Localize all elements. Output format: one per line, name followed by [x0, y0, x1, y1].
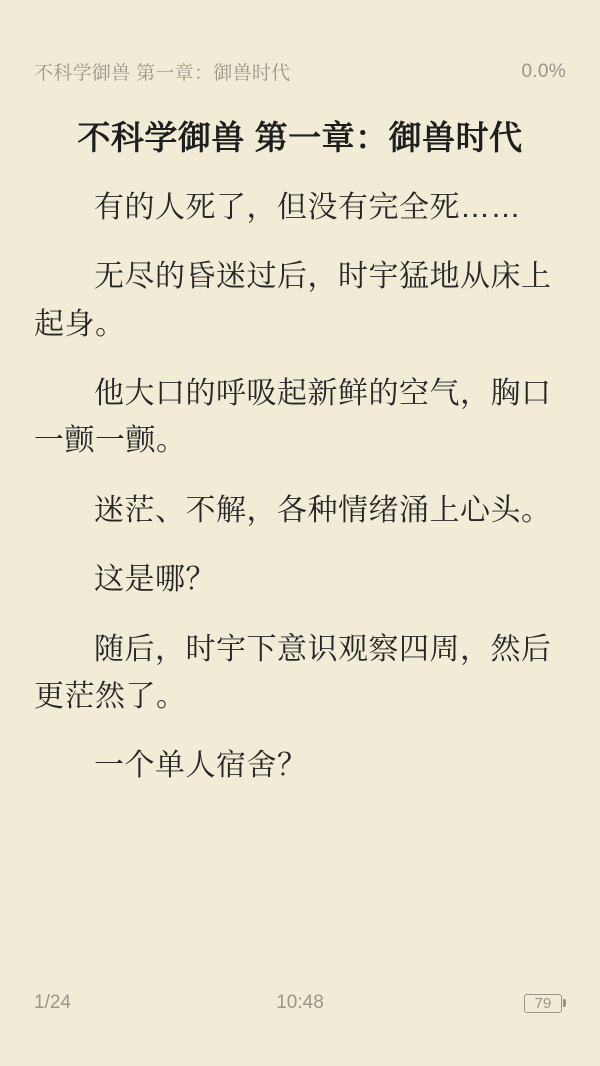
paragraph: 一个单人宿舍？ [94, 749, 308, 783]
clock-time: 10:48 [276, 992, 324, 1013]
header-progress-percent: 0.0% [521, 60, 566, 82]
battery-cap [563, 999, 566, 1007]
header-book-chapter-title: 不科学御兽 第一章：御兽时代 [34, 63, 291, 84]
paragraph: 迷茫、不解，各种情绪涌上心头。 [94, 493, 552, 527]
reader-header [34, 0, 566, 85]
paragraph: 他大口的呼吸起新鲜的空气，胸口一颤一颤。 [34, 377, 552, 458]
reader-footer [34, 992, 566, 1014]
paragraph: 随后，时宇下意识观察四周，然后更茫然了。 [34, 632, 552, 714]
paragraph: 这是哪？ [94, 563, 216, 597]
page-indicator: 1/24 [34, 992, 71, 1013]
paragraph: 有的人死了，但没有完全死…… [94, 190, 521, 224]
battery-icon [524, 994, 566, 1013]
chapter-content[interactable] [34, 184, 566, 1066]
battery-level-label: 79 [524, 994, 562, 1013]
chapter-title: 不科学御兽 第一章：御兽时代 [77, 119, 523, 156]
paragraph: 无尽的昏迷过后，时宇猛地从床上起身。 [34, 260, 552, 341]
